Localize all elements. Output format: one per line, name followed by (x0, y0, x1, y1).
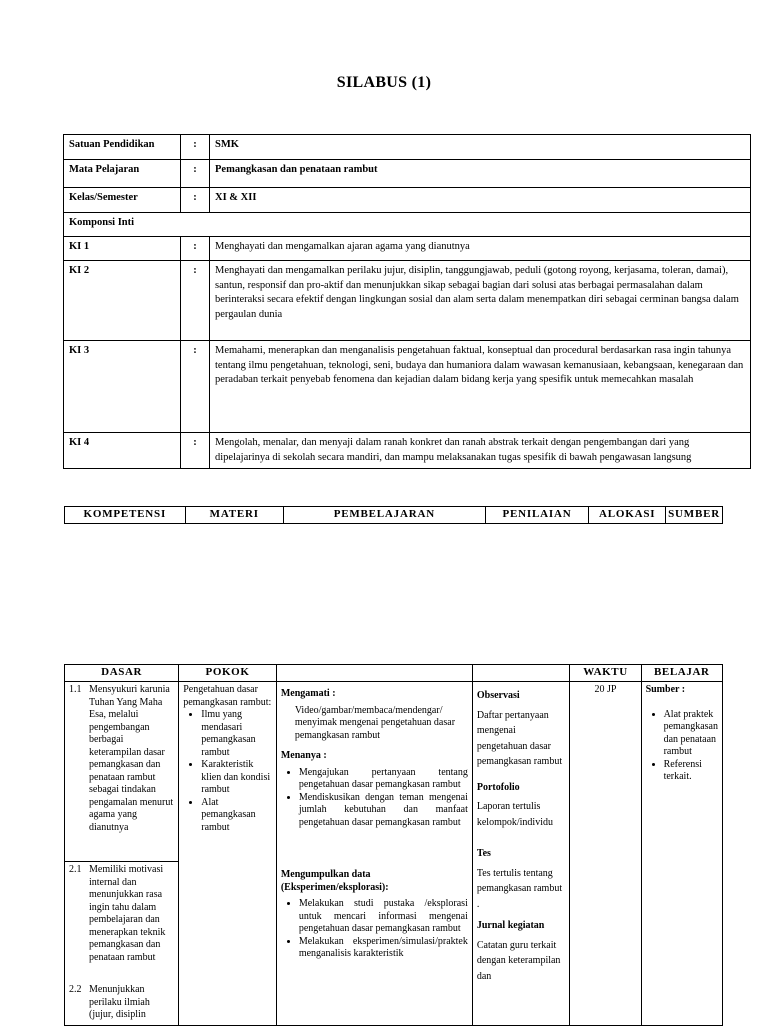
materi-intro: Pengetahuan dasar pemangkasan rambut: (183, 684, 272, 708)
info-table (63, 134, 751, 469)
kd-number: 1.1 (69, 684, 82, 695)
materi-item: • Ilmu yang mendasari pemangkasan rambut (201, 709, 272, 759)
ki-sep: : (181, 341, 210, 433)
jurnal-text: Catatan guru terkait dengan keterampilan dan (476, 939, 561, 982)
portofolio-text: Laporan tertulis kelompok/individu (476, 801, 553, 828)
materi-item: • Alat pemangkasan rambut (201, 797, 272, 835)
header-sumber: SUMBER (666, 507, 723, 524)
menanya-item: • Mendiskusikan dengan teman mengenai jumlah kebutuhan dan manfaat pengetahuan dasar pemangkasan rambut (299, 792, 468, 830)
header-pembelajaran: PEMBELAJARAN (283, 507, 485, 524)
materi-cell (179, 682, 277, 1026)
info-label: Satuan Pendidikan (64, 135, 181, 160)
ki-text: Menghayati dan mengamalkan ajaran agama yang dianutnya (210, 237, 751, 261)
header-alokasi: ALOKASI (589, 507, 666, 524)
kd-item (65, 862, 178, 982)
portofolio-label: Portofolio (476, 781, 520, 793)
header-dasar: DASAR (65, 665, 179, 682)
sumber-cell (641, 682, 722, 1026)
ki-label: KI 1 (64, 237, 181, 261)
kompetensi-inti-heading: Komponsi Inti (64, 213, 751, 237)
menanya-list (281, 767, 468, 830)
info-sep: : (181, 188, 210, 213)
header-blank-1 (276, 665, 472, 682)
syllabus-header-top (64, 506, 723, 524)
observasi-label: Observasi (476, 690, 520, 701)
menanya-item: • Mengajukan pertanyaan tentang pengetahuan dasar pemangkasan rambut (299, 767, 468, 792)
info-label: Kelas/Semester (64, 188, 181, 213)
mengumpulkan-label: Mengumpulkan data (Eksperimen/eksplorasi): (280, 869, 389, 893)
ki-text: Mengolah, menalar, dan menyaji dalam ranah konkret dan ranah abstrak terkait dengan pengembangan dari yang dipelajarinya di sekolah secara mandiri, dan mampu melaksanakan tugas spesifik di bawah pengawasan langsung (210, 433, 751, 469)
info-value: Pemangkasan dan penataan rambut (210, 160, 751, 188)
info-value: XI & XII (210, 188, 751, 213)
sumber-label: Sumber : (645, 684, 686, 695)
ki-text: Memahami, menerapkan dan menganalisis pengetahuan faktual, konseptual dan procedural berdasarkan rasa ingin tahunya tentang ilmu pengetahuan, teknologi, seni, budaya dan humaniora dalam wawasan kemanusiaan, kebangsaan, kenegaraan dan peradaban terkait penyebab fenomena dan kejadian dalam bidang kerja yang spesifik untuk memecahkan masalah (210, 341, 751, 433)
tes-text: Tes tertulis tentang pemangkasan rambut . (476, 867, 563, 910)
sumber-list (646, 709, 718, 784)
alokasi-cell (570, 682, 641, 1026)
kd-item (65, 982, 178, 1024)
ki-label: KI 3 (64, 341, 181, 433)
kd-cell (65, 682, 179, 1026)
penilaian-cell (472, 682, 570, 1026)
mengumpulkan-item: • Melakukan eksperimen/simulasi/praktek menganalisis karakteristik (299, 936, 468, 961)
info-sep: : (181, 160, 210, 188)
menanya-label: Menanya : (280, 750, 327, 761)
mengumpulkan-item: • Melakukan studi pustaka /eksplorasi untuk mencari informasi mengenai pengetahuan dasar pemangkasan rambut (299, 898, 468, 936)
kd-number: 2.2 (69, 984, 82, 995)
header-belajar: BELAJAR (641, 665, 722, 682)
ki-label: KI 2 (64, 261, 181, 341)
header-penilaian: PENILAIAN (485, 507, 589, 524)
ki-sep: : (181, 237, 210, 261)
header-kompetensi: KOMPETENSI (65, 507, 186, 524)
materi-list (183, 709, 272, 834)
header-pokok: POKOK (179, 665, 277, 682)
kd-text: Menunjukkan perilaku ilmiah (jujur, disiplin (89, 984, 150, 1020)
syllabus-table (64, 664, 723, 1026)
tes-label: Tes (476, 848, 491, 859)
mengamati-text: Video/gambar/membaca/mendengar/ menyimak mengenai pengetahuan dasar pemangkasan rambut (294, 704, 456, 741)
header-materi: MATERI (185, 507, 283, 524)
materi-item: • Karakteristik klien dan kondisi rambut (201, 759, 272, 797)
jurnal-label: Jurnal kegiatan (476, 920, 545, 931)
info-sep: : (181, 135, 210, 160)
ki-sep: : (181, 261, 210, 341)
ki-label: KI 4 (64, 433, 181, 469)
header-waktu: WAKTU (570, 665, 641, 682)
pembelajaran-cell (276, 682, 472, 1026)
kd-text: Memiliki motivasi internal dan menunjukkan rasa ingin tahu dalam pembelajaran dan menerapkan teknik pemangkasan dan penataan rambut (89, 864, 166, 963)
sumber-item: • Alat praktek pemangkasan dan penataan rambut (664, 709, 718, 759)
kd-item (65, 682, 178, 862)
observasi-text: Daftar pertanyaan mengenai pengetahuan dasar pemangkasan rambut (476, 709, 563, 767)
kd-text: Mensyukuri karunia Tuhan Yang Maha Esa, melalui pengembangan berbagai keterampilan dasar pemangkasan dan penataan rambut sebagai tindakan pengamalan menurut agama yang dianutnya (89, 684, 174, 833)
alokasi-value: 20 JP (594, 684, 617, 695)
page-title: SILABUS (1) (336, 74, 432, 91)
ki-text: Menghayati dan mengamalkan perilaku jujur, disiplin, tanggungjawab, peduli (gotong royong, kerjasama, toleran, damai), santun, responsif dan pro-aktif dan menunjukkan sikap sebagai bagian dari solusi atas berbagai permasalahan dalam berinteraksi secara efektif dengan lingkungan sosial dan alam serta dalam menempatkan diri sebagai cerminan bangsa dalam pergaulan dunia (210, 261, 751, 341)
sumber-item: • Referensi terkait. (664, 759, 718, 784)
mengamati-label: Mengamati : (280, 688, 336, 699)
info-value: SMK (210, 135, 751, 160)
kd-number: 2.1 (69, 864, 82, 875)
mengumpulkan-list (281, 898, 468, 961)
info-label: Mata Pelajaran (64, 160, 181, 188)
header-blank-2 (472, 665, 570, 682)
ki-sep: : (181, 433, 210, 469)
